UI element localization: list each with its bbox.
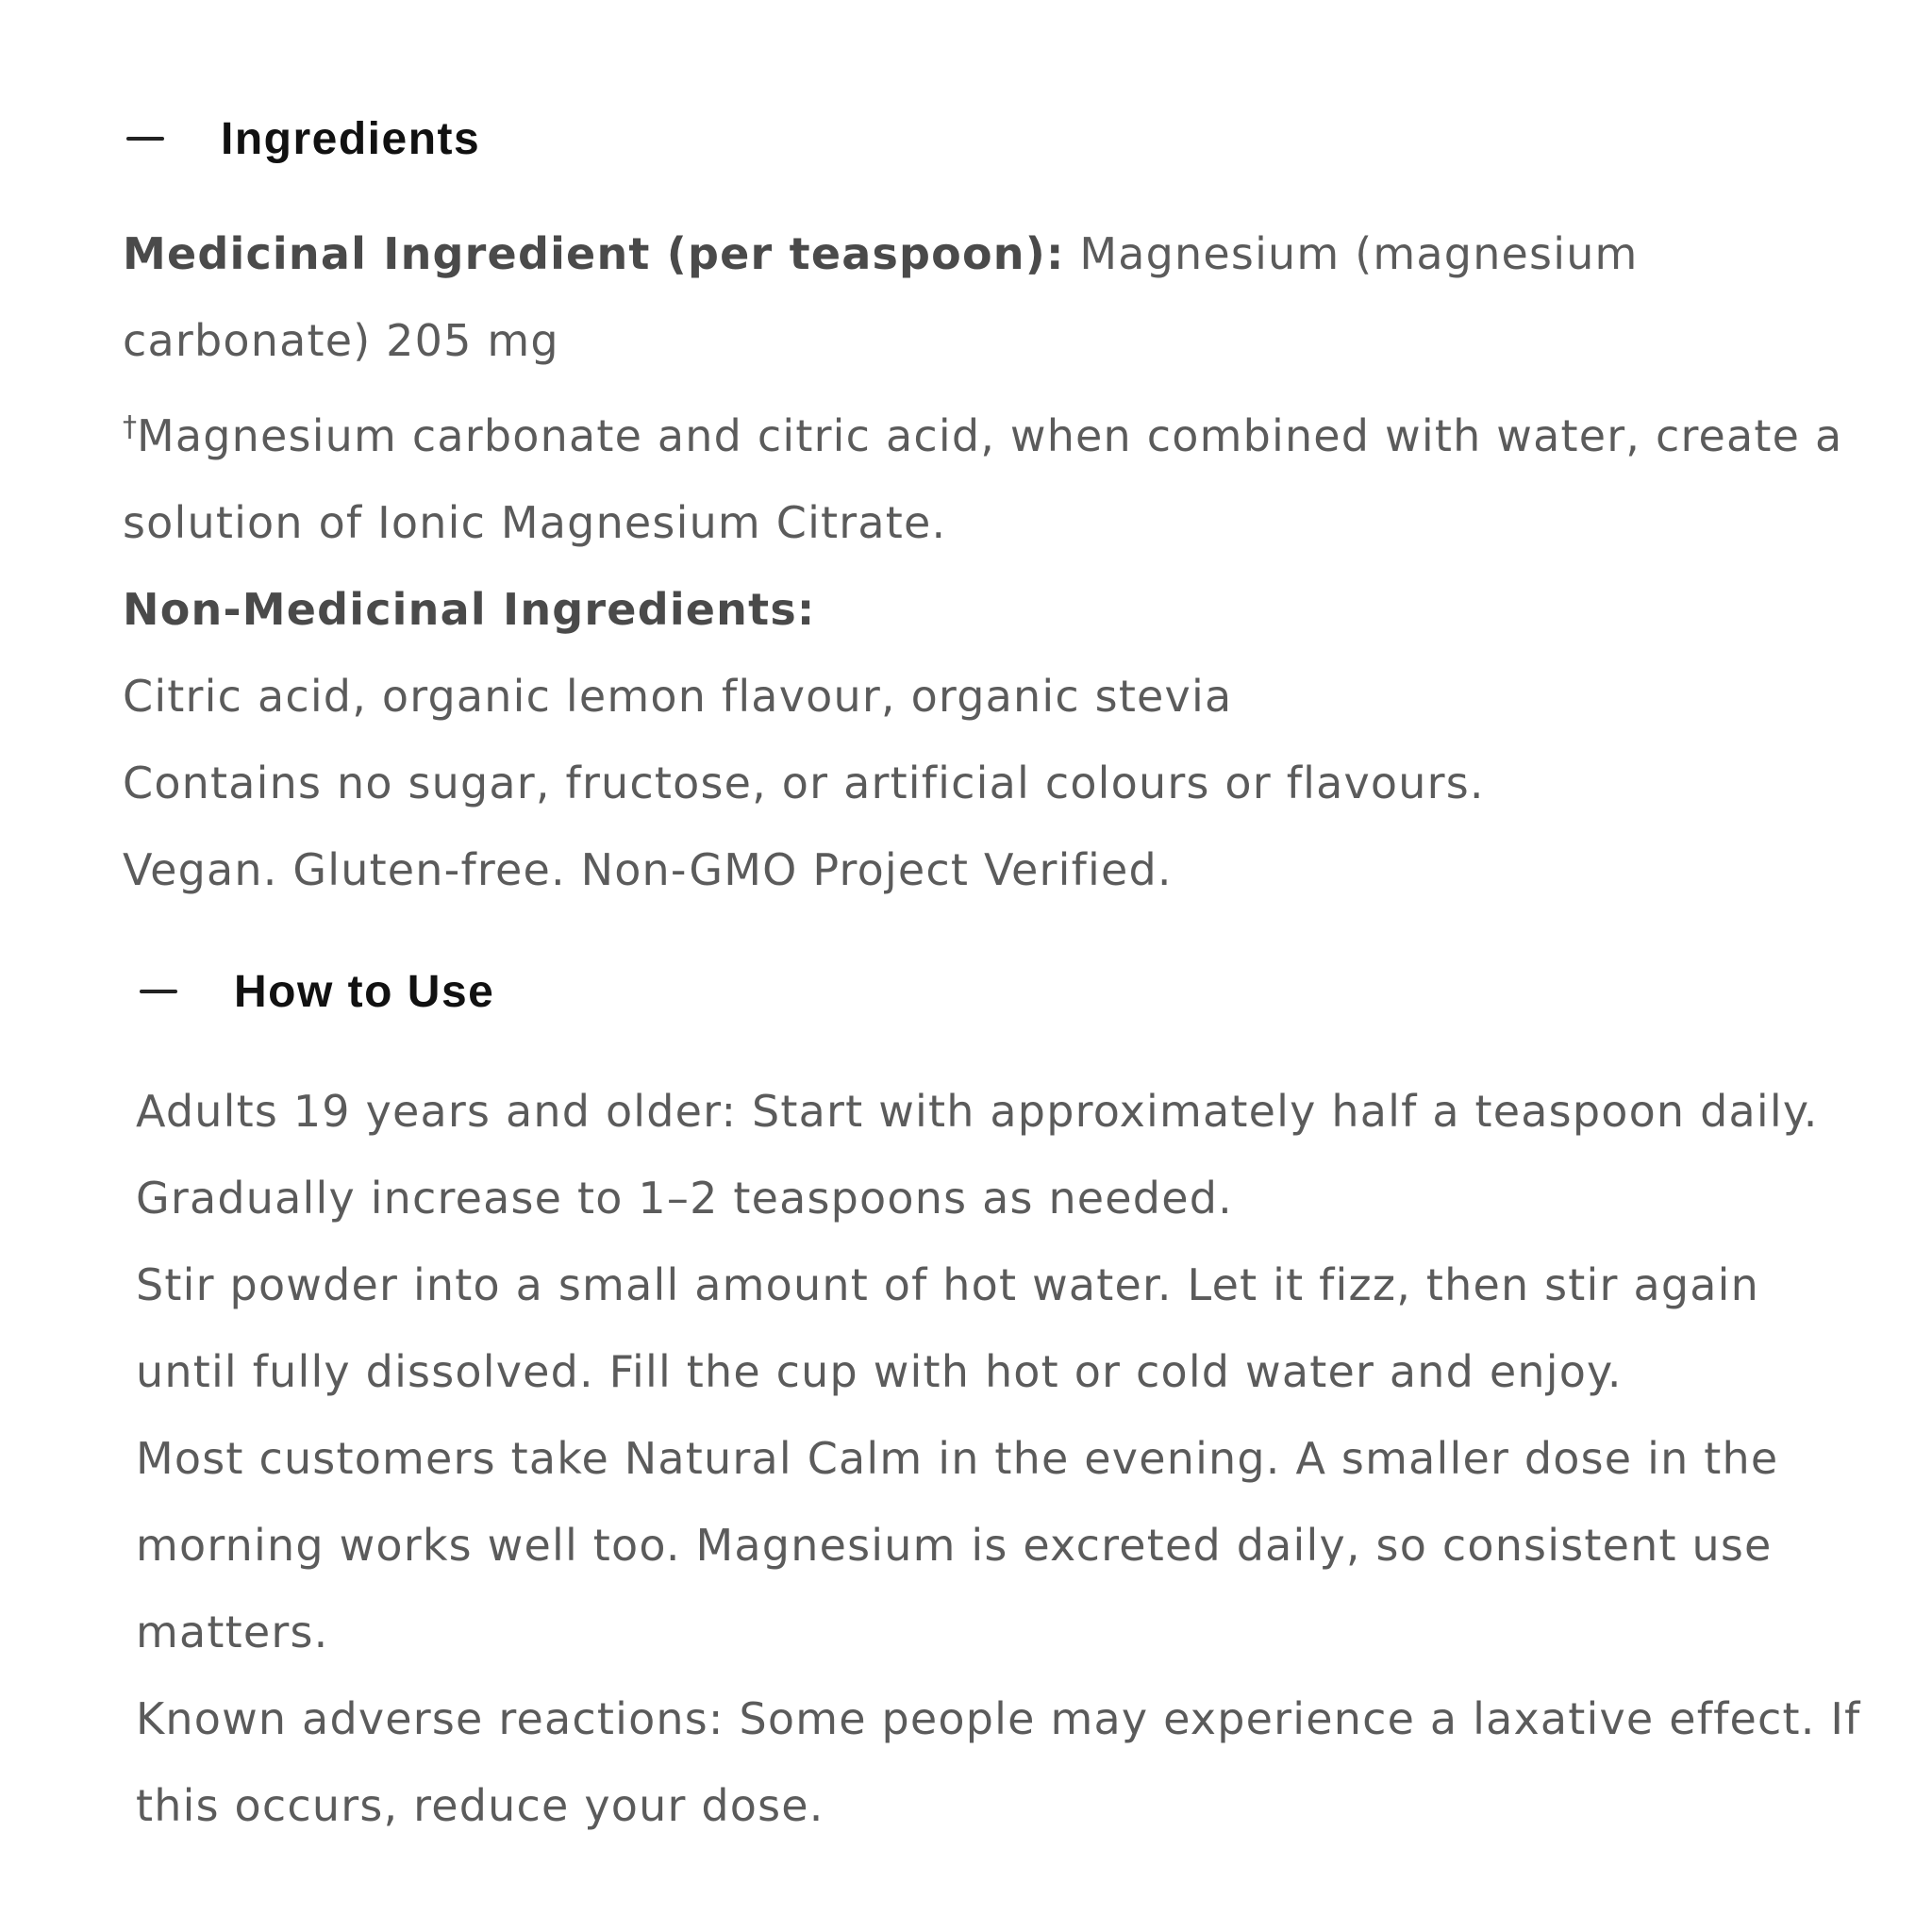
medicinal-ingredient-line — [123, 210, 1858, 384]
how-to-use-content — [136, 1068, 1862, 1849]
timing-paragraph: Most customers take Natural Calm in the evening. A smaller dose in the morning works well too. Magnesium is excreted daily, so consistent use matters. — [136, 1433, 1779, 1657]
minus-icon[interactable] — [126, 137, 164, 141]
footnote-text: Magnesium carbonate and citric acid, when combined with water, create a solution of Ionic Magnesium Citrate. — [123, 410, 1843, 548]
dagger-symbol: † — [123, 410, 137, 443]
footnote-line — [123, 384, 1858, 566]
contains-note: Contains no sugar, fructose, or artificial colours or flavours. — [123, 758, 1485, 808]
how-to-use-title: How to Use — [234, 966, 495, 1017]
medicinal-ingredient-label: Medicinal Ingredient (per teaspoon): — [123, 228, 1065, 279]
non-medicinal-ingredients-value: Citric acid, organic lemon flavour, organic stevia — [123, 671, 1233, 722]
ingredients-accordion-header[interactable] — [126, 106, 480, 172]
certifications-line: Vegan. Gluten-free. Non-GMO Project Verified. — [123, 844, 1173, 895]
preparation-paragraph: Stir powder into a small amount of hot water. Let it fizz, then stir again until fully dissolved. Fill the cup with hot or cold water and enjoy. — [136, 1259, 1759, 1397]
how-to-use-accordion-header[interactable] — [140, 958, 494, 1024]
medicinal-ingredient-value: Magnesium (magnesium carbonate) 205 mg — [123, 228, 1639, 366]
minus-icon[interactable] — [140, 990, 177, 993]
ingredients-title: Ingredients — [221, 113, 481, 164]
warning-paragraph: Known adverse reactions: Some people may experience a laxative effect. If this occurs, reduce your dose. — [136, 1693, 1861, 1831]
non-medicinal-ingredients-label: Non-Medicinal Ingredients: — [123, 584, 816, 635]
ingredients-content — [123, 210, 1858, 913]
dosage-paragraph: Adults 19 years and older: Start with approximately half a teaspoon daily. Gradually increase to 1–2 teaspoons as needed. — [136, 1086, 1819, 1224]
